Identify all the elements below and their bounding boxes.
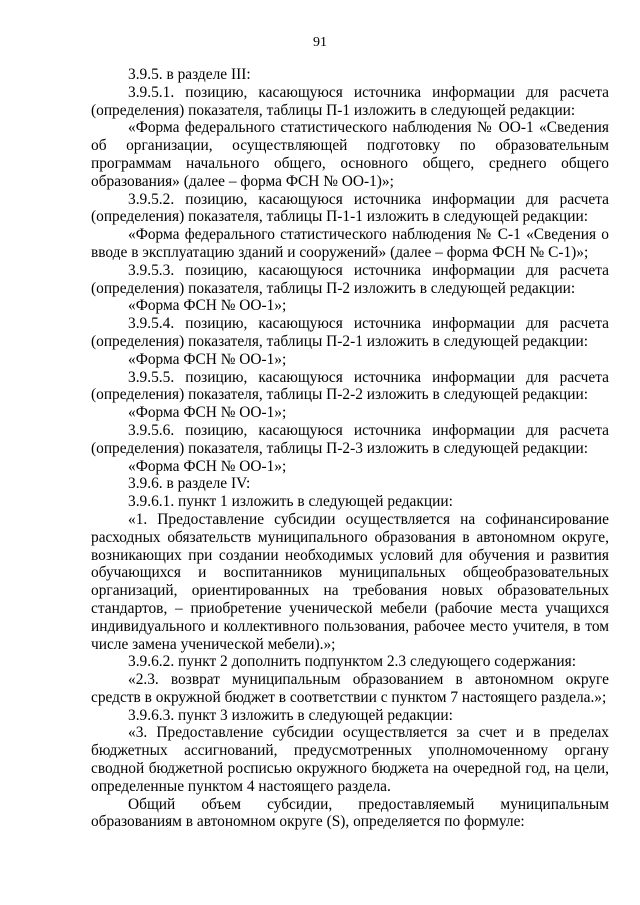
paragraph: 3.9.5.3. позицию, касающуюся источника информации для расчета (определения) показателя, таблицы П-2 изложить в следующей редакции: xyxy=(91,261,609,297)
paragraph: «Форма ФСН № ОО-1»; xyxy=(128,404,287,422)
paragraph: «Форма ФСН № ОО-1»; xyxy=(128,350,287,368)
paragraph: «1. Предоставление субсидии осуществляется на софинансирование расходных обязательств муниципального образования в автономном округе, возникающих при создании необходимых условий для обучения и развития обучающихся и воспитанников муниципальных общеобразовательных организаций, ориентированных на требования новых образовательных стандартов, – приобретение ученической мебели (рабочие места учащихся индивидуального и коллективного пользования, рабочее место учителя, в том числе замена ученической мебели).»; xyxy=(91,510,609,653)
paragraph: 3.9.6.3. пункт 3 изложить в следующей редакции: xyxy=(128,706,453,724)
paragraph: 3.9.5.5. позицию, касающуюся источника информации для расчета (определения) показателя, таблицы П-2-2 изложить в следующей редакции: xyxy=(91,368,609,404)
paragraph: 3.9.6. в разделе IV: xyxy=(128,475,251,493)
paragraph: 3.9.5.4. позицию, касающуюся источника информации для расчета (определения) показателя, таблицы П-2-1 изложить в следующей редакции: xyxy=(91,315,609,350)
paragraph: 3.9.5.2. позицию, касающуюся источника информации для расчета (определения) показателя, таблицы П-1-1 изложить в следующей редакции: xyxy=(91,190,609,226)
paragraph: «3. Предоставление субсидии осуществляется за счет и в пределах бюджетных ассигнований, предусмотренных уполномоченному органу сводной бюджетной росписью окружного бюджета на очередной год, на цели, определенные пунктом 4 настоящего раздела. xyxy=(91,724,609,795)
paragraph: «Форма федерального статистического наблюдения № С-1 «Сведения о вводе в эксплуатацию зданий и сооружений» (далее – форма ФСН № С-1)»; xyxy=(91,226,609,261)
paragraph: «2.3. возврат муниципальным образованием в автономном округе средств в окружной бюджет в соответствии с пунктом 7 настоящего раздела.»; xyxy=(91,671,609,706)
paragraph: 3.9.5.6. позицию, касающуюся источника информации для расчета (определения) показателя, таблицы П-2-3 изложить в следующей редакции: xyxy=(91,421,609,457)
paragraph: 3.9.5.1. позицию, касающуюся источника информации для расчета (определения) показателя, таблицы П-1 изложить в следующей редакции: xyxy=(91,83,609,119)
paragraph: Общий объем субсидии, предоставляемый муниципальным образованиям в автономном округе (S), определяется по формуле: xyxy=(91,795,609,831)
document-body xyxy=(91,66,609,831)
paragraph: «Форма ФСН № ОО-1»; xyxy=(128,297,287,315)
paragraph: 3.9.6.2. пункт 2 дополнить подпунктом 2.3 следующего содержания: xyxy=(128,653,576,671)
paragraph: «Форма федерального статистического наблюдения № ОО-1 «Сведения об организации, осуществляющей подготовку по образовательным программам начального общего, основного общего, среднего общего образования» (далее – форма ФСН № ОО-1)»; xyxy=(91,119,609,190)
paragraph: 3.9.6.1. пункт 1 изложить в следующей редакции: xyxy=(128,493,453,511)
page-number: 91 xyxy=(313,35,327,50)
paragraph: «Форма ФСН № ОО-1»; xyxy=(128,457,287,475)
paragraph: 3.9.5. в разделе III: xyxy=(128,66,251,83)
